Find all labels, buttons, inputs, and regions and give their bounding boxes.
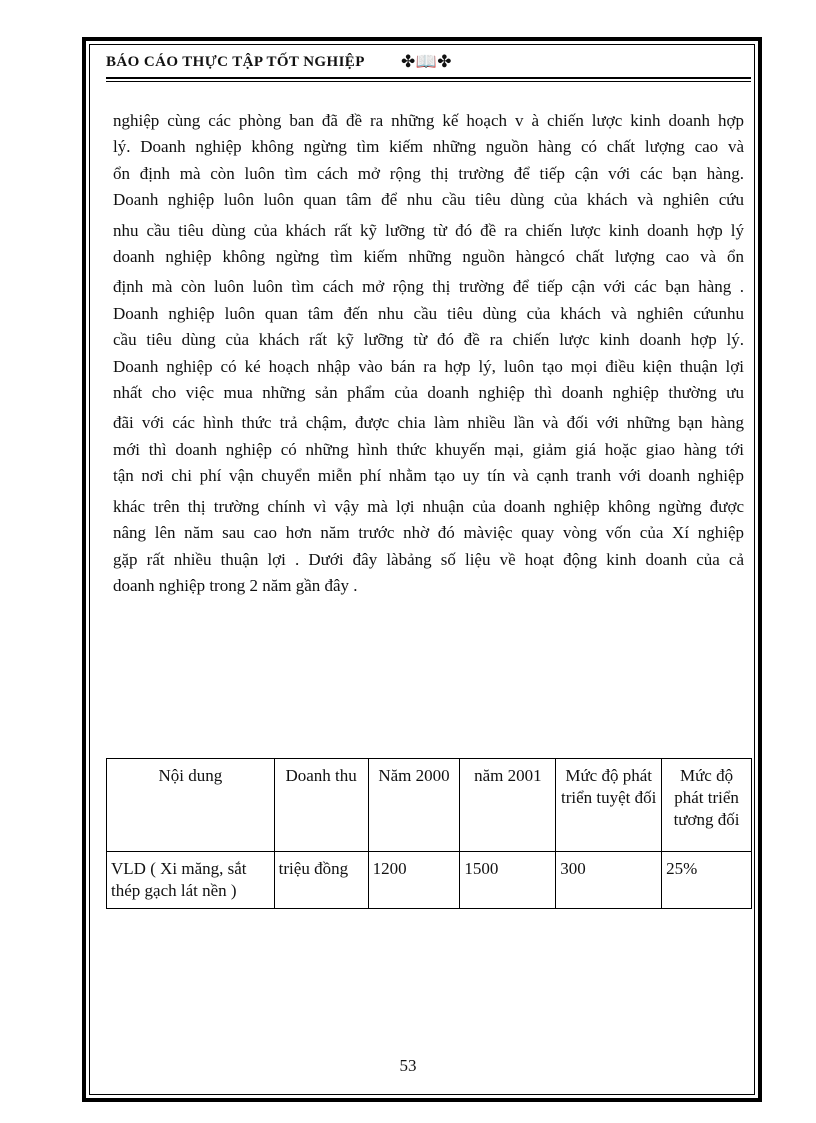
paragraph-line: Doanh nghiệp có ké hoạch nhập vào bán ra hợp lý, luôn tạo mọi điều kiện thuận lợi [113, 356, 744, 376]
paragraph-line: Doanh nghiệp luôn quan tâm đến nhu cầu tiêu dùng của khách và nghiên cứunhu [113, 303, 744, 323]
header-title: BÁO CÁO THỰC TẬP TỐT NGHIỆP [106, 54, 365, 70]
table-header-cell: Nội dung [107, 759, 275, 852]
paragraph-line: tận nơi chi phí vận chuyển miễn phí nhằm tạo uy tín và cạnh tranh với doanh nghiệp [113, 466, 744, 486]
paragraph-line: doanh nghiệp trong 2 năm gần đây . [113, 575, 358, 595]
table-header-cell: Mức độ phát triển tương đối [662, 759, 752, 852]
book-ornament-icon: ✤📖✤ [401, 52, 452, 71]
table-header-cell: Mức độ phát triển tuyệt đối [556, 759, 662, 852]
paragraph-line: nhất cho việc mua những sản phẩm của doanh nghiệp thì doanh nghiệp thường ưu [113, 383, 744, 403]
paragraph-line: Doanh nghiệp luôn luôn quan tâm để nhu cầu tiêu dùng của khách và nghiên cứu [113, 190, 744, 210]
table-cell: 25% [662, 852, 752, 909]
paragraph-line: lý. Doanh nghiệp không ngừng tìm kiếm những nguồn hàng có chất lượng cao và [113, 137, 744, 157]
table-cell: 1200 [368, 852, 460, 909]
paragraph-line: nghiệp cùng các phòng ban đã đề ra những kế hoạch v à chiến lược kinh doanh hợp [113, 111, 744, 130]
table-header-cell: năm 2001 [460, 759, 556, 852]
header-divider-thin [106, 81, 751, 82]
table-header-row [107, 759, 752, 852]
table-cell: 1500 [460, 852, 556, 909]
paragraph-line: gặp rất nhiều thuận lợi . Dưới đây làbảng số liệu về hoạt động kinh doanh của cả [113, 549, 744, 569]
table-row [107, 852, 752, 909]
paragraph-line: mới thì doanh nghiệp có những hình thức khuyến mại, giảm giá hoặc giao hàng tới [113, 439, 744, 459]
table-header-cell: Năm 2000 [368, 759, 460, 852]
paragraph-line: định mà còn luôn luôn tìm cách mở rộng thị trường để tiếp cận với các bạn hàng . [113, 277, 744, 297]
paragraph-line: cầu tiêu dùng của khách rất kỹ lưỡng từ đó đề ra chiến lược kinh doanh hợp lý. [113, 330, 744, 350]
paragraph-line: nhu cầu tiêu dùng của khách rất kỹ lưỡng từ đó đề ra chiến lược kinh doanh hợp lý [113, 220, 744, 240]
paragraph-line: khác trên thị trường chính vì vậy mà lợi nhuận của doanh nghiệp không ngừng được [113, 496, 744, 516]
table-header-cell: Doanh thu [274, 759, 368, 852]
body-paragraph [113, 108, 744, 599]
table-cell: triệu đồng [274, 852, 368, 909]
table-cell: VLD ( Xi măng, sắt thép gạch lát nền ) [107, 852, 275, 909]
paragraph-line: ổn định mà còn luôn tìm cách mở rộng thị trường để tiếp cận với các bạn hàng. [113, 163, 744, 183]
paragraph-line: doanh nghiệp không ngừng tìm kiếm những nguồn hàngcó chất lượng cao và ổn [113, 247, 744, 267]
business-results-table [106, 758, 752, 909]
header-divider [106, 77, 751, 79]
page-number: 53 [399, 1056, 417, 1075]
page-header [106, 52, 746, 74]
paragraph-line: nâng lên năm sau cao hơn năm trước nhờ đó màviệc quay vòng vốn của Xí nghiệp [113, 523, 744, 543]
paragraph-line: đãi với các hình thức trả chậm, được chia làm nhiều lần và đối với những bạn hàng [113, 413, 744, 433]
table-cell: 300 [556, 852, 662, 909]
